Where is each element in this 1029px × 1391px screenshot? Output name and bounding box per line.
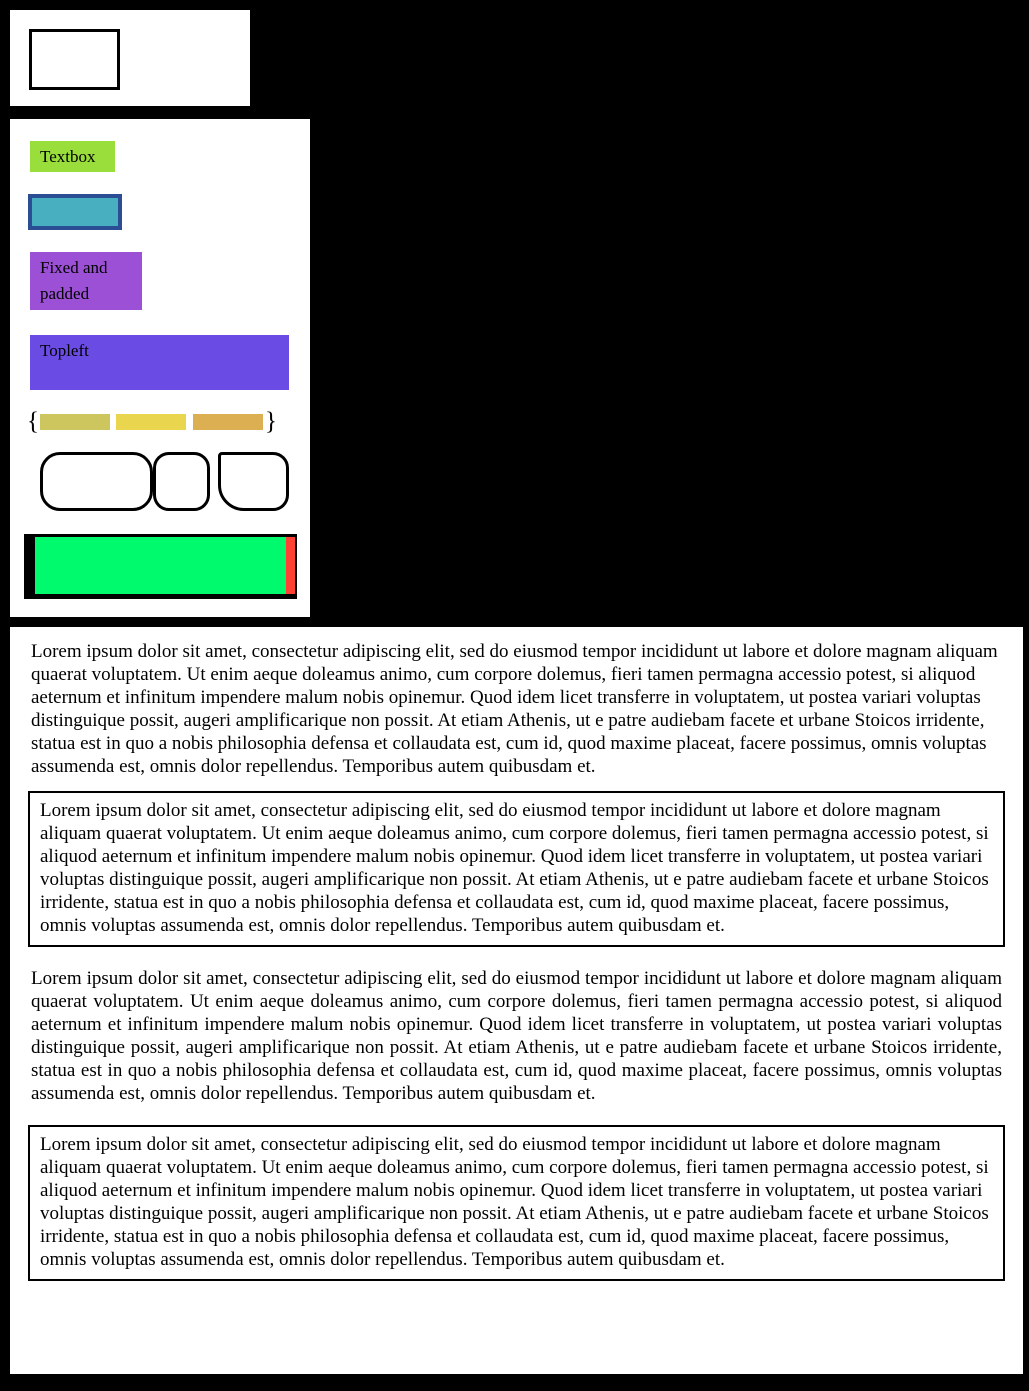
open-brace-text: { — [27, 408, 39, 435]
text-input[interactable] — [28, 194, 122, 230]
meter-tip — [286, 537, 295, 594]
paragraph-boxed-1: Lorem ipsum dolor sit amet, consectetur adipiscing elit, sed do eiusmod tempor incididunt ut labore et dolore magnam aliquam quaerat voluptatem. Ut enim aeque doleamus animo, cum corpore dolemus, fieri tamen permagna accessio potest, si aliquod aeternum et infinitum impendere malum nobis opinemur. Quod idem licet transferre in voluptatem, ut postea variari voluptas distinguique possit, augeri amplificarique non possit. At etiam Athenis, ut e patre audiebam facete et urbane Stoicos irridente, statua est in quo a nobis philosophia defensa et collaudata est, cum id, quod maxime placeat, facere possimus, omnis voluptas assumenda est, omnis dolor repellendus. Temporibus autem quibusdam et. — [28, 791, 1005, 947]
fixed-padded-box: Fixed and padded — [30, 252, 142, 310]
rounded-box-2 — [153, 452, 210, 511]
rounded-box-3 — [218, 452, 289, 511]
close-brace-text: } — [265, 408, 277, 435]
bordered-box — [29, 29, 120, 90]
swatch-3 — [193, 414, 263, 430]
textbox-label: Textbox — [30, 141, 115, 172]
widgets-panel — [10, 119, 310, 617]
meter-fill — [35, 537, 286, 594]
text-panel — [10, 627, 1023, 1374]
top-panel — [10, 10, 250, 106]
rounded-box-1 — [40, 452, 153, 511]
swatch-1 — [40, 414, 110, 430]
inline-swatch-row — [27, 407, 277, 437]
paragraph-plain-1: Lorem ipsum dolor sit amet, consectetur adipiscing elit, sed do eiusmod tempor incididunt ut labore et dolore magnam aliquam quaerat voluptatem. Ut enim aeque doleamus animo, cum corpore dolemus, fieri tamen permagna accessio potest, si aliquod aeternum et infinitum impendere malum nobis opinemur. Quod idem licet transferre in voluptatem, ut postea variari voluptas distinguique possit, augeri amplificarique non possit. At etiam Athenis, ut e patre audiebam facete et urbane Stoicos irridente, statua est in quo a nobis philosophia defensa et collaudata est, cum id, quod maxime placeat, facere possimus, omnis voluptas assumenda est, omnis dolor repellendus. Temporibus autem quibusdam et. — [31, 641, 998, 777]
progress-meter — [24, 534, 297, 599]
swatch-2 — [116, 414, 186, 430]
paragraph-justified: Lorem ipsum dolor sit amet, consectetur adipiscing elit, sed do eiusmod tempor incididunt ut labore et dolore magnam aliquam quaerat voluptatem. Ut enim aeque doleamus animo, cum corpore dolemus, fieri tamen permagna accessio potest, si aliquod aeternum et infinitum impendere malum nobis opinemur. Quod idem licet transferre in voluptatem, ut postea variari voluptas distinguique possit, augeri amplificarique non possit. At etiam Athenis, ut e patre audiebam facete et urbane Stoicos irridente, statua est in quo a nobis philosophia defensa et collaudata est, cum id, quod maxime placeat, facere possimus, omnis voluptas assumenda est, omnis dolor repellendus. Temporibus autem quibusdam et. — [31, 968, 1002, 1104]
paragraph-boxed-2: Lorem ipsum dolor sit amet, consectetur adipiscing elit, sed do eiusmod tempor incididunt ut labore et dolore magnam aliquam quaerat voluptatem. Ut enim aeque doleamus animo, cum corpore dolemus, fieri tamen permagna accessio potest, si aliquod aeternum et infinitum impendere malum nobis opinemur. Quod idem licet transferre in voluptatem, ut postea variari voluptas distinguique possit, augeri amplificarique non possit. At etiam Athenis, ut e patre audiebam facete et urbane Stoicos irridente, statua est in quo a nobis philosophia defensa et collaudata est, cum id, quod maxime placeat, facere possimus, omnis voluptas assumenda est, omnis dolor repellendus. Temporibus autem quibusdam et. — [28, 1125, 1005, 1281]
topleft-box: Topleft — [30, 335, 289, 390]
